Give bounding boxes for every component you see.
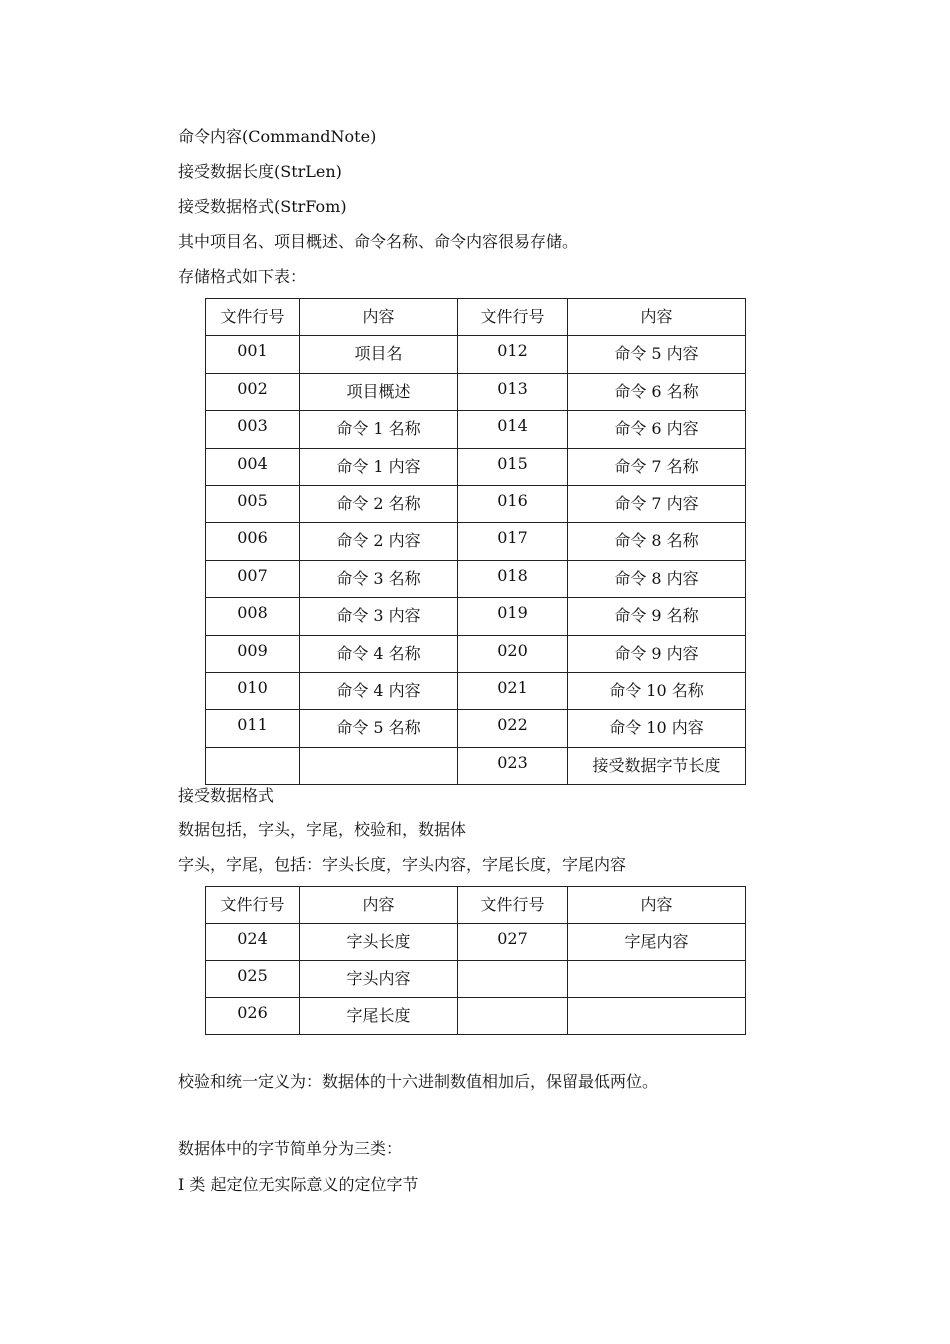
content-cell: 字尾内容 bbox=[568, 924, 746, 961]
line-number-cell bbox=[206, 747, 300, 784]
table-row bbox=[206, 998, 746, 1035]
content-cell: 命令 10 内容 bbox=[568, 710, 746, 747]
table-row bbox=[206, 710, 746, 747]
paragraph-byte-types: 数据体中的字节简单分为三类： bbox=[178, 1139, 403, 1158]
content-cell: 项目概述 bbox=[300, 373, 458, 410]
content-cell bbox=[300, 747, 458, 784]
line-number-cell: 007 bbox=[206, 560, 300, 597]
line-number-cell: 011 bbox=[206, 710, 300, 747]
line-number-cell: 027 bbox=[458, 924, 568, 961]
line-number-cell: 002 bbox=[206, 373, 300, 410]
storage-format-table bbox=[205, 298, 746, 785]
content-cell bbox=[568, 998, 746, 1035]
line-number-cell: 006 bbox=[206, 523, 300, 560]
line-number-cell: 015 bbox=[458, 448, 568, 485]
paragraph-str-len: 接受数据长度(StrLen) bbox=[178, 162, 342, 181]
line-number-cell: 025 bbox=[206, 961, 300, 998]
line-number-cell: 008 bbox=[206, 598, 300, 635]
paragraph-data-includes: 数据包括，字头，字尾，校验和，数据体 bbox=[178, 820, 467, 839]
content-cell: 命令 2 内容 bbox=[300, 523, 458, 560]
table-row bbox=[206, 747, 746, 784]
column-header: 内容 bbox=[568, 887, 746, 924]
header-trailer-table bbox=[205, 886, 746, 1035]
column-header: 文件行号 bbox=[206, 887, 300, 924]
content-cell: 命令 9 内容 bbox=[568, 635, 746, 672]
column-header: 文件行号 bbox=[458, 299, 568, 336]
content-cell bbox=[568, 961, 746, 998]
content-cell: 项目名 bbox=[300, 336, 458, 373]
line-number-cell bbox=[458, 961, 568, 998]
content-cell: 字头长度 bbox=[300, 924, 458, 961]
table-row bbox=[206, 523, 746, 560]
table-row bbox=[206, 336, 746, 373]
column-header: 文件行号 bbox=[206, 299, 300, 336]
content-cell: 命令 10 名称 bbox=[568, 672, 746, 709]
table-row bbox=[206, 485, 746, 522]
line-number-cell: 003 bbox=[206, 411, 300, 448]
line-number-cell: 021 bbox=[458, 672, 568, 709]
line-number-cell: 013 bbox=[458, 373, 568, 410]
line-number-cell: 016 bbox=[458, 485, 568, 522]
table-row bbox=[206, 598, 746, 635]
content-cell: 命令 4 内容 bbox=[300, 672, 458, 709]
paragraph-table-intro: 存储格式如下表： bbox=[178, 267, 307, 286]
content-cell: 命令 8 名称 bbox=[568, 523, 746, 560]
table-row bbox=[206, 961, 746, 998]
line-number-cell: 012 bbox=[458, 336, 568, 373]
line-number-cell: 026 bbox=[206, 998, 300, 1035]
content-cell: 命令 5 内容 bbox=[568, 336, 746, 373]
content-cell: 命令 3 名称 bbox=[300, 560, 458, 597]
content-cell: 命令 7 内容 bbox=[568, 485, 746, 522]
paragraph-receive-format: 接受数据格式 bbox=[178, 786, 275, 805]
paragraph-command-note: 命令内容(CommandNote) bbox=[178, 127, 377, 146]
line-number-cell: 010 bbox=[206, 672, 300, 709]
table-row bbox=[206, 635, 746, 672]
content-cell: 字尾长度 bbox=[300, 998, 458, 1035]
line-number-cell: 024 bbox=[206, 924, 300, 961]
content-cell: 命令 5 名称 bbox=[300, 710, 458, 747]
line-number-cell: 014 bbox=[458, 411, 568, 448]
line-number-cell: 018 bbox=[458, 560, 568, 597]
column-header: 文件行号 bbox=[458, 887, 568, 924]
paragraph-checksum: 校验和统一定义为：数据体的十六进制数值相加后，保留最低两位。 bbox=[178, 1072, 659, 1091]
paragraph-storage-note: 其中项目名、项目概述、命令名称、命令内容很易存储。 bbox=[178, 232, 579, 251]
line-number-cell: 017 bbox=[458, 523, 568, 560]
paragraph-type-i: I 类 起定位无实际意义的定位字节 bbox=[178, 1175, 419, 1194]
content-cell: 命令 7 名称 bbox=[568, 448, 746, 485]
line-number-cell: 005 bbox=[206, 485, 300, 522]
line-number-cell: 001 bbox=[206, 336, 300, 373]
table-row bbox=[206, 560, 746, 597]
table-row bbox=[206, 373, 746, 410]
content-cell: 命令 9 名称 bbox=[568, 598, 746, 635]
line-number-cell: 022 bbox=[458, 710, 568, 747]
content-cell: 命令 8 内容 bbox=[568, 560, 746, 597]
content-cell: 字头内容 bbox=[300, 961, 458, 998]
column-header: 内容 bbox=[300, 299, 458, 336]
content-cell: 命令 2 名称 bbox=[300, 485, 458, 522]
content-cell: 接受数据字节长度 bbox=[568, 747, 746, 784]
paragraph-header-trailer: 字头，字尾，包括：字头长度，字头内容，字尾长度，字尾内容 bbox=[178, 855, 627, 874]
line-number-cell bbox=[458, 998, 568, 1035]
content-cell: 命令 6 名称 bbox=[568, 373, 746, 410]
column-header: 内容 bbox=[568, 299, 746, 336]
content-cell: 命令 1 内容 bbox=[300, 448, 458, 485]
line-number-cell: 004 bbox=[206, 448, 300, 485]
line-number-cell: 023 bbox=[458, 747, 568, 784]
line-number-cell: 020 bbox=[458, 635, 568, 672]
table-row bbox=[206, 411, 746, 448]
table-header-row bbox=[206, 887, 746, 924]
paragraph-str-fom: 接受数据格式(StrFom) bbox=[178, 197, 347, 216]
content-cell: 命令 3 内容 bbox=[300, 598, 458, 635]
table-row bbox=[206, 672, 746, 709]
table-header-row bbox=[206, 299, 746, 336]
line-number-cell: 019 bbox=[458, 598, 568, 635]
line-number-cell: 009 bbox=[206, 635, 300, 672]
table-row bbox=[206, 924, 746, 961]
content-cell: 命令 6 内容 bbox=[568, 411, 746, 448]
column-header: 内容 bbox=[300, 887, 458, 924]
content-cell: 命令 1 名称 bbox=[300, 411, 458, 448]
content-cell: 命令 4 名称 bbox=[300, 635, 458, 672]
table-row bbox=[206, 448, 746, 485]
